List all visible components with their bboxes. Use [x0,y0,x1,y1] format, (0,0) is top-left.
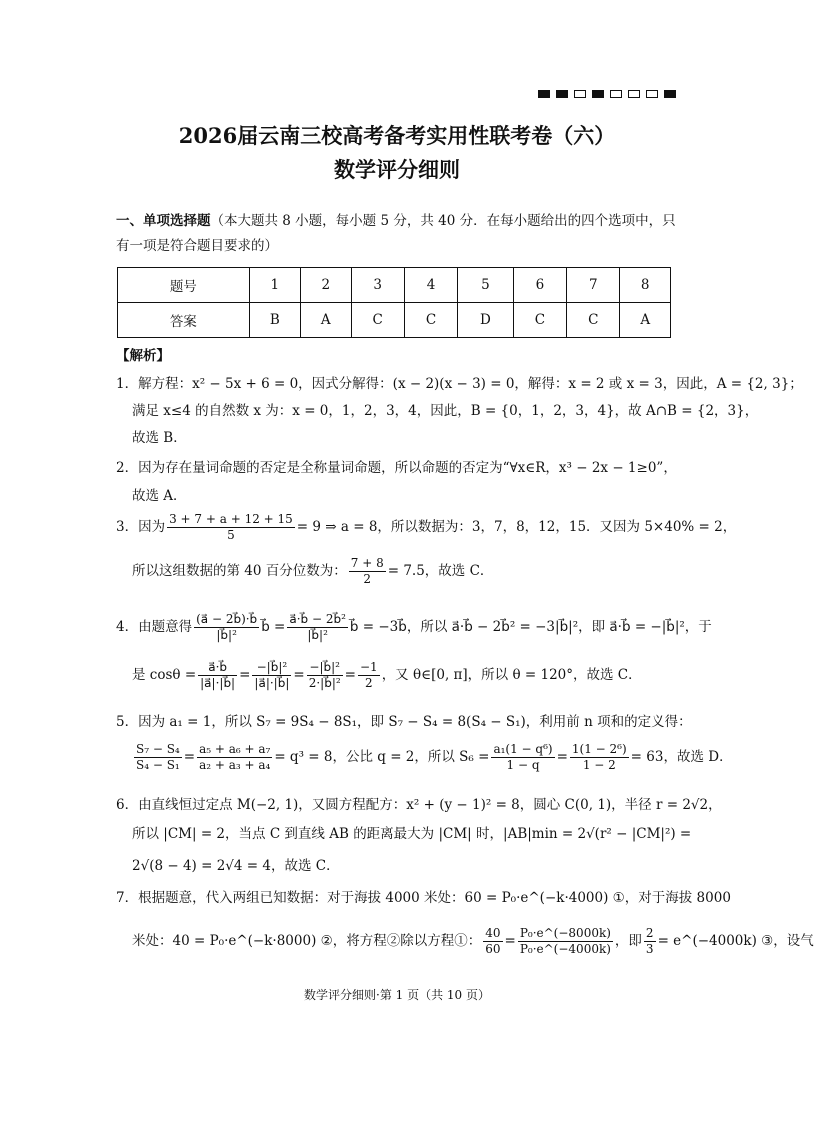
fraction-numerator: 1(1 − 2⁶) [571,742,627,756]
q1-line-3: 故选 B． [132,430,187,446]
fraction-numerator: −|b⃗|² [307,660,343,676]
fraction [252,660,291,691]
fraction [518,926,613,957]
section-heading: 一、单项选择题 [116,213,211,229]
fraction-numerator: −1 [359,660,378,674]
q3-line-1 [116,512,737,543]
header-mark [574,90,586,98]
header-mark [592,90,604,98]
question-number: 8 [620,268,671,303]
table-row [118,303,671,338]
page-footer: 数学评分细则·第 1 页（共 10 页） [304,988,490,1002]
header-mark [646,90,658,98]
fraction-numerator: 3 + 7 + a + 12 + 15 [169,512,293,526]
fraction-denominator: S₄ − S₁ [136,758,180,772]
header-mark [628,90,640,98]
q6-line-3: 2√(8 − 4) = 2√4 = 4，故选 C． [132,858,340,874]
fraction-denominator: 60 [485,942,501,956]
fraction-denominator: 5 [227,528,235,542]
question-number: 2 [300,268,351,303]
answer-cell: A [620,303,671,338]
q6-line-2: 所以 |CM| = 2，当点 C 到直线 AB 的距离最大为 |CM| 时，|AB|min = 2√(r² − |CM|²) = [132,826,692,842]
fraction-numerator: 40 [485,926,501,940]
question-number: 1 [249,268,300,303]
fraction-numerator: 2 [645,926,654,940]
answer-cell: C [513,303,566,338]
q4-text: 是 cosθ = [132,667,197,683]
fraction-denominator: |a⃗|·|b⃗| [254,676,290,690]
q2-line-2: 故选 A． [132,488,187,504]
question-number: 7 [567,268,620,303]
fraction-numerator: 7 + 8 [350,556,384,570]
answer-cell: B [249,303,300,338]
row-label: 题号 [118,268,250,303]
q7-line-2: 米处：40 = P₀·e^(−k·8000) ②，将方程②除以方程①： $\frac{40}{60}$ = $\frac{\text{P₀·e\textasciicircum{}(−8000k)}}{\text{P₀·e\textasciicircum{}(−4000k)}}$ ，即 $\frac{2}{3}$ = e^(−4000k) ③，设气 [132,926,814,956]
fraction [358,660,380,691]
q1-line-1: 1．解方程：x² − 5x + 6 = 0，因式分解得：(x − 2)(x − 3) = 0，解得：x = 2 或 x = 3，因此，A = {2, 3}； [116,376,803,392]
question-number: 6 [513,268,566,303]
q1-line-2: 满足 x≤4 的自然数 x 为：x = 0，1，2，3，4，因此，B = {0，1，2，3，4}，故 A∩B = {2，3}， [132,403,759,419]
q2-line-1: 2．因为存在量词命题的否定是全称量词命题，所以命题的否定为“∀x∈R，x³ − 2x − 1≥0”， [116,460,677,476]
fraction [167,512,295,543]
page-title: 2026届云南三校高考备考实用性联考卷（六） [178,123,616,148]
fraction [287,612,348,643]
page-subtitle: 数学评分细则 [334,157,460,182]
q7-text: 米处：40 = P₀·e^(−k·8000) ②，将方程②除以方程①： [132,933,482,949]
fraction-denominator: 2 [365,676,373,690]
fraction-denominator: |b⃗|² [307,628,328,642]
header-marks [538,90,676,98]
q3-text: 所以这组数据的第 40 百分位数为： [132,563,347,579]
fraction [483,926,502,957]
q7-text: = e^(−4000k) ③，设气 [657,933,814,949]
header-mark [610,90,622,98]
q3-line-2 [116,556,694,587]
fraction [198,660,237,691]
fraction-numerator: −|b⃗|² [252,660,291,676]
answer-cell: C [567,303,620,338]
section-description: （本大题共 8 小题，每小题 5 分，共 40 分．在每小题给出的四个选项中，只有一项是符合题目要求的） [116,213,676,254]
q3-text: = 9 ⇒ a = 8，所以数据为：3，7，8，12，15．又因为 5×40% = 2， [296,519,737,535]
q7-line-1: 7．根据题意，代入两组已知数据：对于海拔 4000 米处：60 = P₀·e^(−k·4000) ①，对于海拔 8000 [116,890,731,906]
q3-text: = 7.5，故选 C． [387,563,494,579]
fraction-denominator: 2 [363,572,372,586]
q3-prefix: 3．因为 [116,519,166,535]
fraction [307,660,343,691]
fraction [644,926,656,957]
table-row [118,268,671,303]
answer-cell: C [351,303,404,338]
question-number: 4 [404,268,457,303]
q4-text: ，又 θ∈[0, π]，所以 θ = 120°，故选 C． [381,667,642,683]
fraction-numerator: P₀·e^(−8000k) [519,926,611,940]
fraction-denominator: 1 − 2 [582,758,616,772]
fraction-denominator: |b⃗|² [216,628,237,642]
analysis-heading: 【解析】 [116,348,170,364]
q4-prefix: 4．由题意得 [116,619,193,635]
fraction [197,742,272,773]
fraction-denominator: a₂ + a₃ + a₄ [199,758,271,772]
header-mark [556,90,568,98]
fraction-numerator: a⃗·b⃗ − 2b⃗² [289,612,346,626]
q7-text: ，即 [614,933,642,949]
fraction-numerator: S₇ − S₄ [136,742,180,756]
q5-line-2: $\frac{\text{S₇ − S₄}}{\text{S₄ − S₁}}$ = $\frac{\text{a₅ + a₆ + a₇}}{\text{a₂ + a₃ + a₄}}$ = q³ = 8，公比 q = 2，所以 S₆ = $\frac{\text{a₁(1 − q⁶)}}{1 - q}$ = $\frac{\text{1(1 − 2⁶)}}{1 - 2}$ = 63，故选 D． [136,742,733,772]
q4-line-1 [116,612,712,643]
q5-text: = 63，故选 D． [630,749,733,765]
fraction-denominator: 3 [645,942,654,956]
fraction [570,742,629,773]
fraction-denominator: 1 − q [506,758,540,772]
fraction-numerator: a⃗·b⃗ [198,660,237,676]
fraction [349,556,386,587]
row-label: 答案 [118,303,250,338]
q5-line-1: 5．因为 a₁ = 1，所以 S₇ = 9S₄ − 8S₁，即 S₇ − S₄ = 8(S₄ − S₁)，利用前 n 项和的定义得： [116,714,692,730]
fraction-denominator: |a⃗|·|b⃗| [200,676,236,690]
q6-line-1: 6．由直线恒过定点 M(−2, 1)，又圆方程配方：x² + (y − 1)² = 8，圆心 C(0, 1)，半径 r = 2√2， [116,797,722,813]
answer-cell: A [300,303,351,338]
fraction [134,742,182,773]
question-number: 5 [458,268,514,303]
q4-text: b⃗ = −3b⃗，所以 a⃗·b⃗ − 2b⃗² = −3|b⃗|²，即 a⃗·b⃗ = −|b⃗|²，于 [349,619,712,635]
answer-table [117,267,671,338]
fraction-numerator: a₁(1 − q⁶) [493,742,553,756]
fraction-denominator: 2·|b⃗|² [308,676,341,690]
fraction [194,612,259,643]
question-number: 3 [351,268,404,303]
fraction-denominator: P₀·e^(−4000k) [519,942,611,956]
answer-cell: D [458,303,514,338]
answer-cell: C [404,303,457,338]
q4-line-2: 是 cosθ = $\frac{a⃗\cdot b⃗}{|a⃗|\cdot|b⃗|}$ = $\frac{\text{−|b⃗|²}}{|a⃗|\cdot|b⃗|}$ = $\frac{\text{−|b⃗|²}}{\text{2·|b⃗|²}}$ = $\frac{-1}{2}$ ，又 θ∈[0, π]，所以 θ = 120°，故选 C． [132,660,642,690]
fraction-numerator: (a⃗ − 2b⃗)·b⃗ [196,612,258,626]
q5-text: = q³ = 8，公比 q = 2，所以 S₆ = [274,749,490,765]
q4-text: b⃗ = [261,619,286,635]
header-mark [664,90,676,98]
section-intro [116,209,678,259]
fraction [491,742,554,773]
fraction-numerator: a₅ + a₆ + a₇ [199,742,271,756]
header-mark [538,90,550,98]
